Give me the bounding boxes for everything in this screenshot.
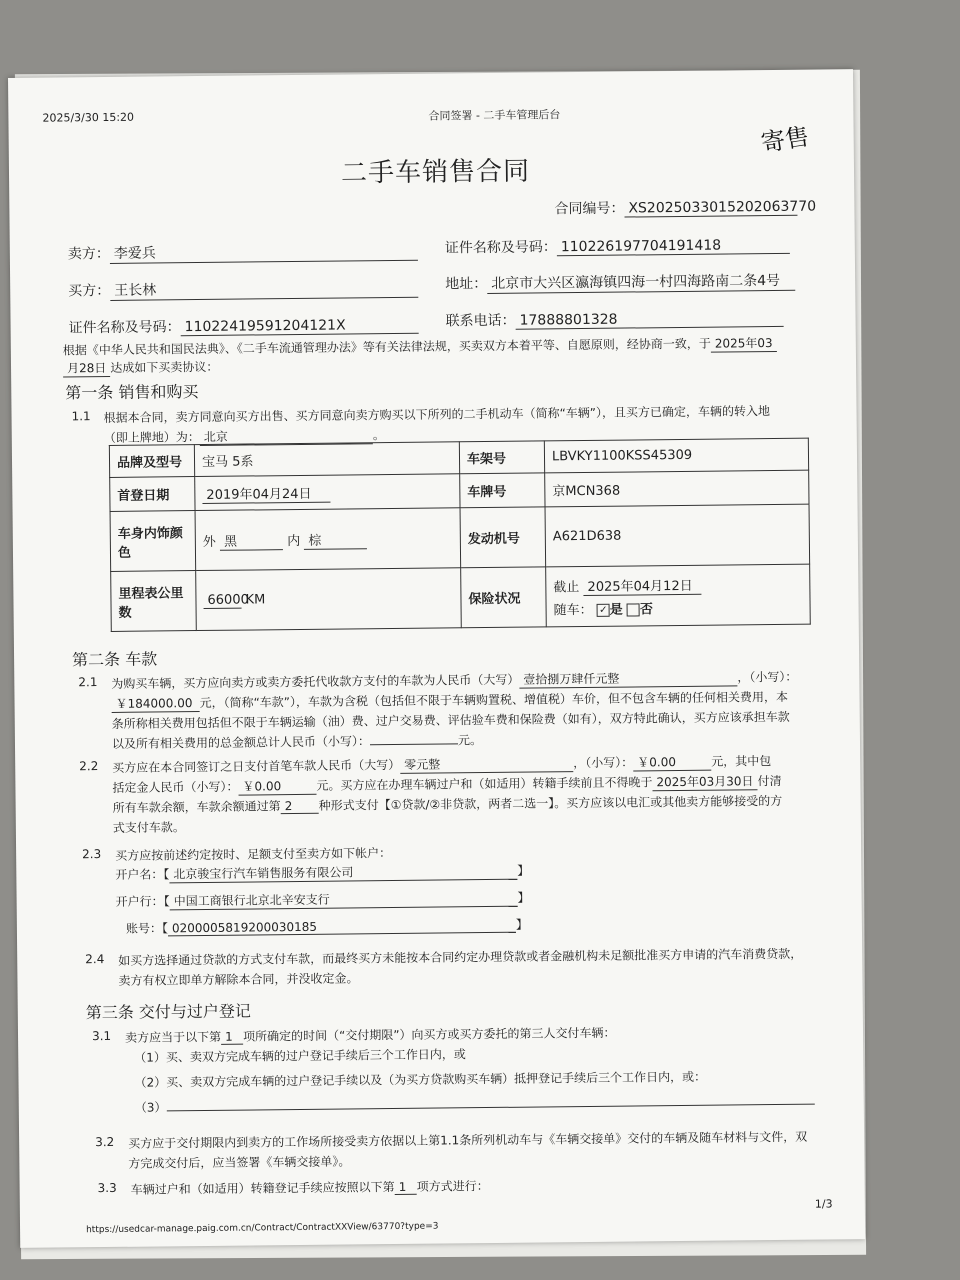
contract-page (8, 69, 865, 1248)
clause-2-1-text-d: 条所称相关费用包括但不限于车辆运输（油）费、过户交易费、评估验车费和保险费（如有），双方特此确认，买方应该承担车款 (111, 709, 790, 731)
address: 北京市大兴区瀛海镇四海一村四海路南二条4号 (487, 270, 795, 294)
print-datetime: 2025/3/30 15:20 (42, 110, 135, 125)
table-row (111, 564, 811, 631)
clause-3-1-option-3: （3） (134, 1100, 167, 1115)
insurance-until-label: 截止 (553, 579, 580, 595)
preamble-line1 (63, 334, 777, 359)
bracket-left: 【 (161, 921, 169, 936)
transfer-place: 北京 (200, 426, 373, 446)
account-name: 北京骏宝行汽车销售服务有限公司 (169, 862, 517, 884)
option-3-blank (166, 1104, 814, 1112)
clause-2-1-line4 (112, 731, 482, 752)
handwritten-signature: 寄售 (759, 122, 811, 158)
transfer-option: 1 (395, 1180, 417, 1195)
clause-2-2-text-g: 所有车款余额，车款余额通过第 (112, 799, 281, 815)
insurance-label: 保险状况 (461, 567, 547, 628)
contract-number: XS20250330152020637​70 (624, 199, 797, 218)
insurance-until-row (553, 573, 802, 596)
brand-value: 宝马 5系 (194, 442, 459, 477)
plate-value: 京MCN368 (545, 470, 809, 507)
buyer-row (68, 277, 418, 302)
clause-2-1-text-e: 以及所有相关费用的总金额总计人民币（小写）： (111, 734, 371, 751)
clause-3-1-option-3-row (135, 1092, 815, 1116)
bracket-left: 【 (163, 894, 170, 909)
clause-2-1-text-f: 元。 (457, 733, 483, 748)
mileage-cell (196, 568, 462, 631)
with-car-row (553, 596, 802, 618)
preamble-date-b: 月28日 (63, 359, 110, 377)
clause-2-2-text-i: 式支付车款。 (112, 820, 185, 835)
clause-2-4-num: 2.4 (85, 952, 105, 967)
account-number: 0200005819200030185 (168, 918, 516, 937)
reg-date-cell (195, 474, 460, 511)
article-3-heading: 第三条 交付与过户登记 (85, 1001, 251, 1023)
no-checkbox (627, 603, 640, 616)
clause-3-3-num: 3.3 (97, 1180, 117, 1196)
interior-color: 棕 (304, 529, 367, 550)
clause-3-1-option-2: （2）买、卖双方完成车辆的过户登记手续以及（为买方贷款购买车辆）抵押登记手续后三个工作日内，或： (134, 1069, 707, 1090)
preamble-line2 (63, 358, 218, 378)
bank-row (116, 889, 530, 911)
clause-2-2-text-d: 括定金人民币（小写）： (112, 779, 239, 795)
balance-deadline: 2025年03月30日 (652, 772, 757, 791)
no-label: 否 (639, 601, 654, 617)
clause-2-2-text-c: 元，其中包 (711, 754, 772, 769)
exterior-prefix: 外 (202, 534, 216, 550)
print-url: https://usedcar-manage.paig.com.cn/Contract/ContractXXView/63770?type=3 (86, 1221, 439, 1236)
bracket-left: 【 (163, 867, 170, 882)
delivery-option: 1 (221, 1030, 243, 1045)
print-page-title: 合同签署 - 二手车管理后台 (428, 108, 561, 123)
mileage-label: 里程表公里数 (111, 571, 197, 632)
vehicle-table (109, 438, 811, 632)
price-upper: 壹拾捌万肆仟元整 (519, 668, 737, 688)
engine-value: A621D638 (545, 504, 810, 567)
clause-2-2-text-b: ，（小写）： (573, 755, 634, 771)
clause-2-3-num: 2.3 (82, 847, 102, 862)
contract-number-label: 合同编号： (554, 200, 625, 218)
buyer-id-label: 证件名称及号码： (68, 319, 181, 337)
clause-2-2-num: 2.2 (79, 759, 99, 774)
clause-3-2-text-a: 买方应于交付期限内到卖方的工作场所接受卖方依据以上第1.1条所列机动车与《车辆交接单》交付的车辆及随车材料与文件，双 (128, 1129, 808, 1151)
mileage-unit: KM (245, 591, 266, 608)
insurance-cell (546, 564, 811, 627)
deposit-amount: ￥0.00 (238, 777, 316, 796)
clause-1-1-text: 根据本合同，卖方同意向买方出售、买方同意向卖方购买以下所列的二手机动车（简称“车辆”），且买方已确定，车辆的转入地 (103, 404, 771, 426)
engine-label: 发动机号 (460, 507, 546, 568)
buyer-label: 买方： (68, 282, 111, 300)
reg-date-label: 首登日期 (110, 477, 195, 512)
seller-id: 110226197704191418 (557, 237, 790, 256)
clause-2-3-text: 买方应按前述约定按时、足额支付至卖方如下帐户： (115, 846, 392, 863)
article-1-heading: 第一条 销售和购买 (65, 382, 199, 403)
bracket-right: 】 (517, 863, 530, 878)
bracket-right: 】 (517, 890, 530, 905)
vin-label: 车架号 (459, 441, 544, 474)
clause-2-1-num: 2.1 (78, 675, 98, 690)
account-name-label: 开户名： (115, 867, 164, 882)
brand-label: 品牌及型号 (109, 445, 194, 478)
clause-3-3-text-a: 车辆过户和（如适用）转籍登记手续应按照以下第 (130, 1180, 395, 1197)
clause-3-1-text-a: 卖方应当于以下第 (124, 1029, 222, 1045)
clause-1-1-num: 1.1 (71, 409, 91, 424)
bank-name: 中国工商银行北京北辛安支行 (170, 889, 518, 911)
yes-label: 是 (609, 602, 623, 618)
page-number: 1/3 (814, 1197, 833, 1211)
clause-3-2-text-b: 方完成交付后，应当签署《车辆交接单》。 (128, 1154, 351, 1171)
seller-label: 卖方： (67, 245, 110, 263)
account-number-label: 账号： (125, 921, 163, 936)
buyer-name: 王长林 (110, 277, 418, 301)
first-payment-lower: ￥0.00 (633, 753, 711, 772)
article-2-heading: 第二条 车款 (71, 649, 158, 670)
phone-row (445, 307, 783, 331)
clause-3-1-line1 (125, 1024, 616, 1046)
color-label: 车身内饰颜色 (110, 511, 196, 572)
with-car-label: 随车： (553, 602, 593, 618)
account-number-row (126, 916, 528, 937)
mileage-value: 66000 (203, 592, 241, 608)
phone-label: 联系电话： (445, 312, 516, 330)
phone: 17888801328 (515, 310, 783, 330)
yes-checkbox: ✓ (597, 603, 610, 616)
clause-3-3-text-b: 项方式进行： (416, 1179, 489, 1194)
clause-2-2-text-e: 元。买方应在办理车辆过户和（如适用）转籍手续前且不得晚于 (316, 775, 653, 793)
address-row (445, 270, 795, 295)
clause-2-1-text-a: 为购买车辆，买方应向卖方或卖方委托代收款方支付的车款为人民币（大写） (111, 672, 520, 691)
reg-date-value: 2019年04月24日 (202, 482, 330, 503)
bank-label: 开户行： (115, 894, 164, 909)
clause-3-2-num: 3.2 (95, 1134, 115, 1150)
clause-3-1-text-b: 项所确定的时间（“交付期限”）向买方或买方委托的第三人交付车辆： (242, 1025, 616, 1044)
clause-2-1-text-c: 元，（简称“车款”），车款为含税（包括但不限于车辆购置税、增值税）车价，但不包含车辆的任何相关费用，本 (199, 689, 789, 711)
clause-2-4-text-b: 卖方有权立即单方解除本合同，并没收定金。 (118, 971, 359, 988)
clause-2-4-text-a: 如买方选择通过贷款的方式支付车款，而最终买方未能按本合同约定办理贷款或者金融机构未足额批准买方申请的汽车消费贷款， (118, 946, 803, 968)
contract-title: 二手车销售合同 (340, 156, 531, 189)
price-lower: ￥184000.00 (111, 694, 199, 713)
table-row (110, 504, 810, 571)
clause-2-2-text-h: 种形式支付【①贷款/②非贷款，两者二选一】。买方应该以电汇或其他卖方能够接受的方 (318, 793, 783, 813)
insurance-until: 2025年04月12日 (583, 574, 701, 595)
clause-2-2-text-a: 买方应在本合同签订之日支付首笔车款人民币（大写） (112, 757, 401, 775)
clause-3-1-num: 3.1 (91, 1028, 112, 1044)
address-label: 地址： (445, 275, 488, 293)
total-amount (370, 743, 458, 745)
clause-2-2-text-f: 付清 (757, 773, 782, 789)
buyer-id: 11022419591204121X (181, 317, 419, 336)
account-name-row (115, 862, 529, 884)
clause-1-1-dot: 。 (372, 428, 385, 443)
interior-prefix: 内 (287, 533, 301, 549)
vin-value: LBVKY1100KSS45309 (544, 438, 808, 473)
preamble-text-2: 达成如下买卖协议： (110, 359, 219, 375)
clause-3-1-option-1: （1）买、卖双方完成车辆的过户登记手续后三个工作日内，或 (134, 1047, 466, 1065)
clause-1-1-text2: （即上牌地）为： (103, 430, 200, 446)
seller-name: 李爱兵 (110, 240, 418, 264)
preamble-date-a: 2025年03 (711, 334, 777, 353)
contract-number-row (554, 196, 817, 219)
plate-label: 车牌号 (460, 473, 545, 508)
buyer-id-row (69, 314, 419, 338)
exterior-color: 黑 (220, 530, 283, 551)
preamble-text: 根据《中华人民共和国民法典》、《二手车流通管理办法》等有关法律法规，买卖双方本着平等、自愿原则，经协商一致，于 (62, 336, 711, 358)
first-payment-upper: 零元整 (400, 754, 573, 774)
payment-method: 2 (281, 799, 319, 814)
seller-id-row (445, 234, 790, 258)
color-cell (195, 508, 461, 571)
seller-id-label: 证件名称及号码： (444, 239, 557, 257)
bracket-right: 】 (515, 917, 529, 932)
clause-3-3-line (131, 1177, 489, 1198)
seller-row (68, 240, 418, 265)
clause-2-1-text-b: ，（小写）： (737, 669, 798, 685)
